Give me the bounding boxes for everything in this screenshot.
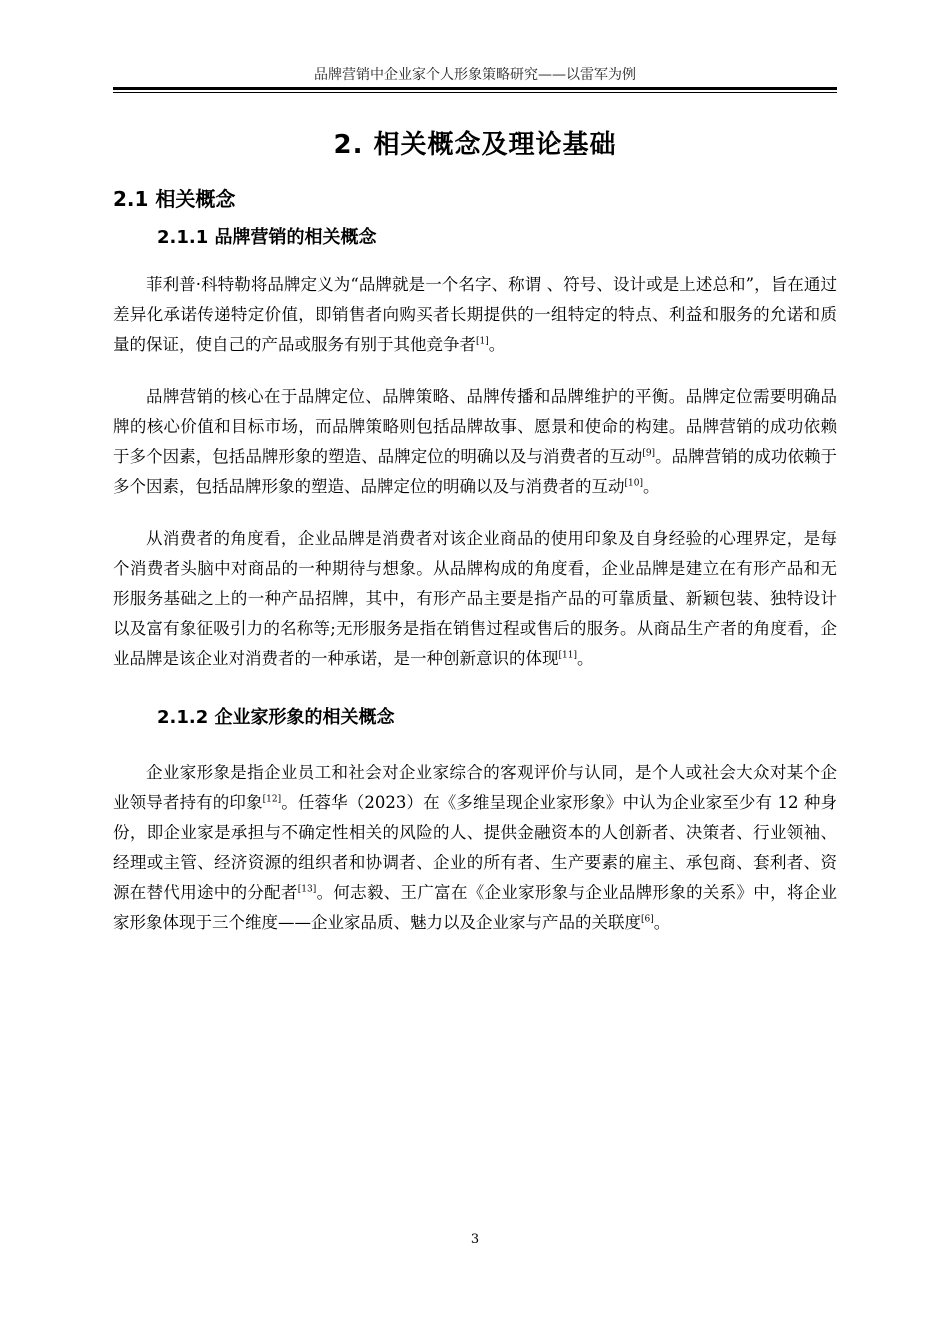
subsection-title-entrepreneur-image: 2.1.2 企业家形象的相关概念 <box>157 707 395 728</box>
running-header: 品牌营销中企业家个人形象策略研究——以雷军为例 <box>314 67 636 83</box>
paragraph-text: 。任蓉华（2023）在《多维呈现企业家形象》中认为企业家至少有 12 种身份，即企业家是承担与不确定性相关的风险的人、提供金融资本的人创新者、决策者、行业领袖、经理或主管、经济资源的组织者和协调者、企业的所有者、生产要素的雇主、承包商、套利者、资源在替代用途中的分配者 <box>113 793 837 902</box>
citation-ref: [12] <box>262 794 282 805</box>
paragraph-end: 。 <box>653 913 671 932</box>
citation-ref: [1] <box>476 336 489 347</box>
chapter-title: 2. 相关概念及理论基础 <box>333 130 617 160</box>
citation-ref: [13] <box>297 884 317 895</box>
header-rule-thick <box>113 87 837 90</box>
paragraph-entrepreneur-image <box>113 758 837 938</box>
paragraph-text: 品牌营销的核心在于品牌定位、品牌策略、品牌传播和品牌维护的平衡。品牌定位需要明确品牌的核心价值和目标市场，而品牌策略则包括品牌故事、愿景和使命的构建。品牌营销的成功依赖于多个因素，包括品牌形象的塑造、品牌定位的明确以及与消费者的互动 <box>113 387 837 466</box>
citation-ref: [9] <box>642 448 656 459</box>
page-number: 3 <box>470 1232 480 1247</box>
paragraph-text: 企业家形象是指企业员工和社会对企业家综合的客观评价与认同，是个人或社会大众对某个企业领导者持有的印象 <box>113 763 837 812</box>
paragraph-brand-definition <box>113 270 837 360</box>
paragraph-end: 。 <box>576 649 594 668</box>
section-title: 2.1 相关概念 <box>113 187 236 211</box>
header-rule-thin <box>113 92 837 93</box>
paragraph-end: 。 <box>488 335 506 354</box>
paragraph-text: 。品牌营销的成功依赖于多个因素，包括品牌形象的塑造、品牌定位的明确以及与消费者的互动 <box>113 447 838 496</box>
paragraph-brand-marketing-core <box>113 382 837 502</box>
paragraph-text: 菲利普·科特勒将品牌定义为“品牌就是一个名字、称谓 、符号、设计或是上述总和”，旨在通过差异化承诺传递特定价值，即销售者向购买者长期提供的一组特定的特点、利益和服务的允诺和质量的保证，使自己的产品或服务有别于其他竞争者 <box>113 275 837 354</box>
subsection-title-brand-marketing: 2.1.1 品牌营销的相关概念 <box>157 227 377 248</box>
paragraph-end: 。 <box>642 477 660 496</box>
paragraph-text: 。何志毅、王广富在《企业家形象与企业品牌形象的关系》中，将企业家形象体现于三个维度——企业家品质、魅力以及企业家与产品的关联度 <box>113 883 838 932</box>
citation-ref: [6] <box>641 914 654 925</box>
citation-ref: [10] <box>624 478 643 489</box>
paragraph-text: 从消费者的角度看，企业品牌是消费者对该企业商品的使用印象及自身经验的心理界定，是每个消费者头脑中对商品的一种期待与想象。从品牌构成的角度看，企业品牌是建立在有形产品和无形服务基础之上的一种产品招牌，其中，有形产品主要是指产品的可靠质量、新颖包装、独特设计以及富有象征吸引力的名称等;无形服务是指在销售过程或售后的服务。从商品生产者的角度看，企业品牌是该企业对消费者的一种承诺，是一种创新意识的体现 <box>113 529 837 668</box>
page-body <box>113 100 837 938</box>
paragraph-consumer-perspective <box>113 524 837 674</box>
citation-ref: [11] <box>558 650 577 661</box>
